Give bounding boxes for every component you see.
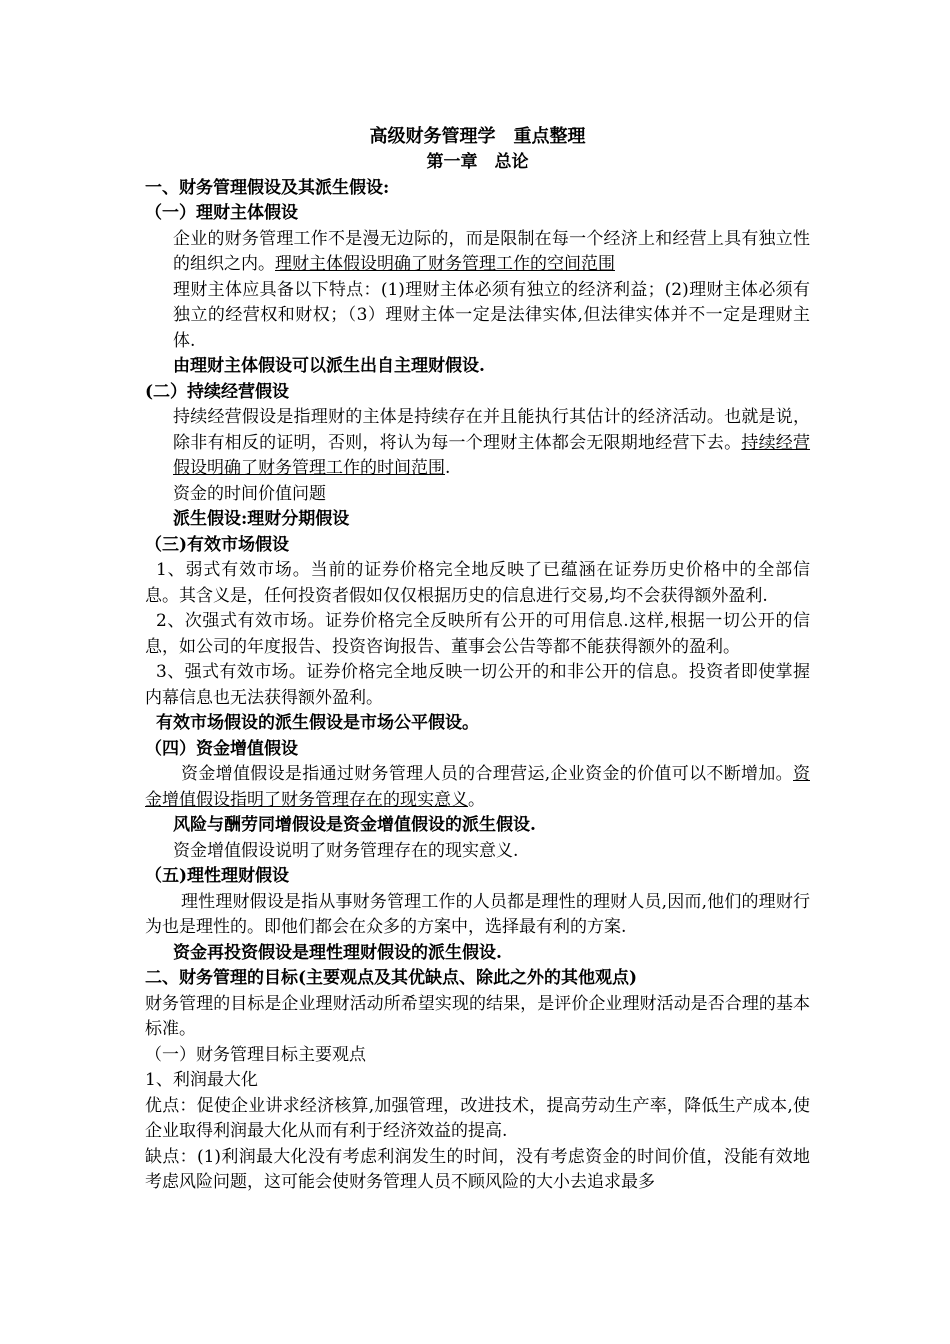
paragraph: 资金增值假设是指通过财务管理人员的合理营运,企业资金的价值可以不断增加。资金增值假设指明了财务管理存在的现实意义。 <box>145 764 810 810</box>
subsection-heading-1-1: （一）理财主体假设 <box>145 203 298 223</box>
underlined-text: 持续经营假设明确了财务管理工作的时间范围 <box>173 432 811 478</box>
paragraph: 资金的时间价值问题 <box>173 483 326 504</box>
paragraph: 缺点：(1)利润最大化没有考虑利润发生的时间，没有考虑资金的时间价值，没能有效地考虑风险问题，这可能会使财务管理人员不顾风险的大小去追求最多 <box>145 1146 810 1192</box>
section-heading-2: 二、财务管理的目标(主要观点及其优缺点、除此之外的其他观点) <box>145 968 638 988</box>
derived-assumption: 派生假设:理财分期假设 <box>173 509 350 529</box>
paragraph: 企业的财务管理工作不是漫无边际的，而是限制在每一个经济上和经营上具有独立性的组织之内。理财主体假设明确了财务管理工作的空间范围 <box>173 228 810 274</box>
document-title: 高级财务管理学 重点整理 <box>369 126 586 147</box>
underlined-text: 理财主体假设明确了财务管理工作的空间范围 <box>275 254 615 274</box>
paragraph: 理财主体应具备以下特点：(1)理财主体必须有独立的经济利益；(2)理财主体必须有独立的经营权和财权；（3）理财主体一定是法律实体,但法律实体并不一定是理财主体. <box>173 279 810 351</box>
document-body <box>145 124 810 1196</box>
derived-assumption: 由理财主体假设可以派生出自主理财假设. <box>173 356 485 376</box>
derived-assumption: 有效市场假设的派生假设是市场公平假设。 <box>156 713 479 733</box>
paragraph: 财务管理的目标是企业理财活动所希望实现的结果，是评价企业理财活动是否合理的基本标准。 <box>145 993 810 1039</box>
paragraph: 2、次强式有效市场。证券价格完全反映所有公开的可用信息.这样,根据一切公开的信息，如公司的年度报告、投资咨询报告、董事会公告等都不能获得额外的盈利。 <box>145 611 810 657</box>
subsection-heading-2-1: （一）财务管理目标主要观点 <box>145 1044 366 1065</box>
derived-assumption: 资金再投资假设是理性理财假设的派生假设. <box>173 942 502 963</box>
paragraph: 持续经营假设是指理财的主体是持续存在并且能执行其估计的经济活动。也就是说，除非有相反的证明，否则，将认为每一个理财主体都会无限期地经营下去。持续经营假设明确了财务管理工作的时间范围. <box>173 407 811 478</box>
paragraph: 优点：促使企业讲求经济核算,加强管理，改进技术，提高劳动生产率，降低生产成本,使企业取得利润最大化从而有利于经济效益的提高. <box>145 1095 810 1141</box>
subsection-heading-1-4: （四）资金增值假设 <box>145 738 298 759</box>
paragraph: 3、强式有效市场。证券价格完全地反映一切公开的和非公开的信息。投资者即使掌握内幕信息也无法获得额外盈利。 <box>145 662 810 708</box>
paragraph: 理性理财假设是指从事财务管理工作的人员都是理性的理财人员,因而,他们的理财行为也是理性的。即他们都会在众多的方案中，选择最有利的方案. <box>145 891 810 937</box>
paragraph: 资金增值假设说明了财务管理存在的现实意义. <box>173 840 519 861</box>
subsection-heading-1-2: (二）持续经营假设 <box>145 381 290 402</box>
list-item: 1、利润最大化 <box>145 1070 258 1090</box>
chapter-title: 第一章 总论 <box>426 152 529 172</box>
subsection-heading-1-3: （三)有效市场假设 <box>145 534 290 555</box>
section-heading-1: 一、财务管理假设及其派生假设: <box>145 177 390 198</box>
derived-assumption: 风险与酬劳同增假设是资金增值假设的派生假设. <box>173 815 536 835</box>
subsection-heading-1-5: （五)理性理财假设 <box>145 866 290 886</box>
paragraph: 1、弱式有效市场。当前的证券价格完全地反映了已蕴涵在证券历史价格中的全部信息。其含义是，任何投资者假如仅仅根据历史的信息进行交易,均不会获得额外盈利. <box>145 560 810 606</box>
underlined-text: 资金增值假设指明了财务管理存在的现实意义 <box>145 764 810 810</box>
